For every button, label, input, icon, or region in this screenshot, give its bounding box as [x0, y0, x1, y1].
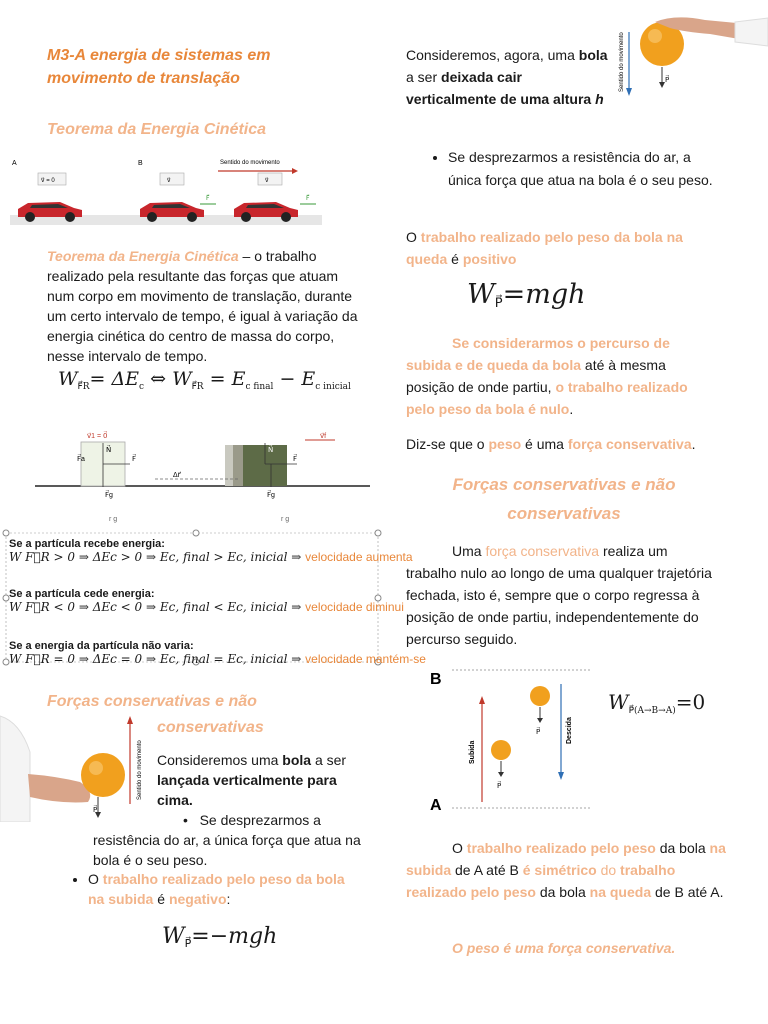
- formula-w1: W: [58, 368, 78, 390]
- formula-w: W: [162, 924, 185, 949]
- drop-h: h: [595, 91, 604, 107]
- page-title-line1: M3-A energia de sistemas em: [47, 47, 271, 64]
- sym-orange3: é simétrico: [522, 862, 597, 878]
- round-trip-paragraph: [406, 332, 716, 420]
- formula-sub2: F⃗R: [191, 382, 204, 392]
- rg-label-2: r g: [281, 516, 290, 523]
- work-orange: trabalho realizado pelo peso da bola na subida: [88, 871, 345, 907]
- n-label-1: N⃗: [106, 447, 112, 454]
- intro-bold-launch: lançada verticalmente para cima.: [157, 772, 337, 808]
- condition-result: velocidade mantém-se: [305, 652, 426, 666]
- kinetic-energy-formula: [58, 368, 351, 392]
- work-text-b: é: [153, 891, 169, 907]
- conservative-title-line2: conservativas: [507, 504, 621, 523]
- round-trip-diagram: [428, 664, 598, 814]
- formula-rhs: =mgh: [502, 279, 586, 310]
- theorem-text: – o trabalho realizado pela resultante das forças que atuam num corpo em movimento de translação, durante um certo intervalo de tempo, é igual à variação da energia cinética do centro de massa do corpo, nesse intervalo de tempo.: [47, 248, 358, 364]
- drop-text-a: Consideremos, agora, uma: [406, 47, 579, 63]
- work-orange: trabalho realizado pelo peso da bola na queda: [406, 229, 683, 267]
- conservative-title-line2: conservativas: [157, 719, 264, 736]
- conservative-title-line1: Forças conservativas e não: [47, 693, 257, 710]
- formula-minus: − E: [273, 368, 316, 390]
- bullet-work-negative: [70, 869, 360, 909]
- condition-formula: [9, 550, 413, 564]
- sym-text-d: da bola: [535, 884, 590, 900]
- p-label-bottom: P⃗: [497, 783, 502, 790]
- formula-negative-work: [162, 924, 277, 950]
- formula-eq2: = E: [203, 368, 246, 390]
- v1-label: v⃗1 = 0⃗: [87, 433, 108, 440]
- displacement-label: Δr⃗: [173, 472, 181, 479]
- theorem-term: Teorema da Energia Cinética: [47, 248, 239, 264]
- condition-formula-text: W F⃗R = 0 ⇒ ΔEc = 0 ⇒ Ec, final = Ec, inicial ⇒: [9, 652, 302, 666]
- said-text-a: Diz-se que o: [406, 436, 489, 452]
- hand-drop-illustration: [615, 12, 768, 97]
- intro-text-b: a ser: [311, 752, 347, 768]
- ball-up-intro: [157, 750, 362, 810]
- condition-formula-text: W F⃗R > 0 ⇒ ΔEc > 0 ⇒ Ec, final > Ec, inicial ⇒: [9, 550, 302, 564]
- path-text-c: .: [569, 401, 574, 417]
- sym-orange2: na subida: [406, 840, 726, 878]
- direction-up-label: Sentido do movimento: [137, 740, 143, 800]
- path-orange2: o trabalho realizado pelo peso da bola é nulo: [406, 379, 688, 417]
- f-label-1: F⃗: [132, 456, 137, 463]
- formula-inicial: c inicial: [315, 382, 351, 392]
- formula-final: c final: [245, 382, 274, 392]
- formula-c: c: [139, 382, 145, 392]
- v-zero-label: v⃗ = 0: [41, 178, 55, 184]
- fg-label-1: F⃗g: [105, 492, 113, 499]
- sym-text-b: da bola: [655, 840, 710, 856]
- bullet-resistance-text: Se desprezarmos a resistência do ar, a única força que atua na bola é o seu peso.: [448, 149, 713, 188]
- fa-label: F⃗a: [77, 456, 85, 463]
- def-orange: força conservativa: [485, 543, 600, 559]
- direction-down-label: Sentido do movimento: [619, 32, 625, 92]
- intro-text-a: Consideremos uma: [157, 752, 283, 768]
- descida-label: Descida: [566, 717, 573, 744]
- work-text-c: :: [226, 891, 231, 907]
- formula-sub: P⃗: [184, 937, 192, 950]
- condition-constant: [9, 640, 426, 666]
- sym-text-a: O: [452, 840, 467, 856]
- formula-sub: P⃗: [494, 296, 503, 311]
- condition-result: velocidade aumenta: [305, 550, 413, 564]
- formula-w: W: [467, 279, 495, 310]
- point-b-label: B: [430, 671, 442, 688]
- page-title-line2: movimento de translação: [47, 70, 240, 87]
- work-positive: [406, 226, 716, 270]
- p-label-right: P⃗: [665, 77, 670, 84]
- work-text-a: O: [406, 229, 421, 245]
- conservative-title-right: [406, 470, 722, 528]
- condition-formula: [9, 652, 426, 666]
- bullet-resistance-left: • Se desprezarmos a resistência do ar, a única força que atua na bola é o seu peso.: [93, 812, 361, 868]
- f-label-c: F⃗: [306, 196, 310, 202]
- said-force: força conservativa: [567, 436, 692, 452]
- f-label-2: F⃗: [293, 456, 298, 463]
- formula-eq1: = ΔE: [89, 368, 140, 390]
- sym-text-c: de A até B: [451, 862, 523, 878]
- condition-decrease: [9, 588, 404, 614]
- condition-title: Se a energia da partícula não varia:: [9, 640, 194, 652]
- formula-w: W: [608, 690, 629, 714]
- condition-increase: [9, 538, 413, 564]
- sym-orange5: na queda: [589, 884, 652, 900]
- said-peso: peso: [488, 436, 522, 452]
- said-text-c: .: [691, 436, 696, 452]
- formula-round-trip: [608, 690, 705, 716]
- formula-sub1: F⃗R: [77, 382, 90, 392]
- sym-orange4: trabalho realizado pelo peso: [406, 862, 676, 900]
- path-text-b: até à mesma posição de onde partiu,: [406, 357, 666, 395]
- path-orange1: Se considerarmos o percurso de subida e de queda da bola: [406, 335, 670, 373]
- bullet-resistance-right: [430, 146, 720, 192]
- p-label-top: P⃗: [536, 729, 541, 736]
- work-text-a: O: [88, 871, 103, 887]
- work-text-b: é: [447, 251, 463, 267]
- sym-light1: do: [596, 862, 621, 878]
- condition-formula: [9, 600, 404, 614]
- condition-result: velocidade diminui: [305, 600, 404, 614]
- section-subtitle: Teorema da Energia Cinética: [47, 121, 267, 138]
- formula-rhs: =−mgh: [191, 924, 278, 949]
- bullet-resistance-text: Se desprezarmos a resistência do ar, a única força que atua na bola é o seu peso.: [93, 812, 361, 868]
- theorem-paragraph: [47, 246, 362, 366]
- intro-bold-ball: bola: [282, 752, 312, 768]
- formula-sub: P⃗(A→B→A): [628, 706, 676, 716]
- formula-positive-work: [467, 279, 586, 311]
- conservative-definition: [406, 540, 716, 650]
- conservative-statement: [406, 434, 726, 454]
- cars-illustration: [10, 155, 322, 227]
- point-a-label: A: [430, 797, 442, 814]
- v-label-c: v⃗: [265, 178, 269, 184]
- rg-label-1: r g: [109, 516, 118, 523]
- formula-rhs: =0: [675, 690, 706, 714]
- condition-formula-text: W F⃗R < 0 ⇒ ΔEc < 0 ⇒ Ec, final < Ec, inicial ⇒: [9, 600, 302, 614]
- symmetry-paragraph: [406, 837, 726, 903]
- sym-text-e: de B até A.: [651, 884, 724, 900]
- v-label-b: v⃗: [167, 178, 171, 184]
- formula-iff: ⇔ W: [144, 368, 192, 390]
- direction-label: Sentido do movimento: [220, 160, 280, 166]
- said-text-b: é uma: [521, 436, 568, 452]
- fg-label-2: F⃗g: [267, 492, 275, 499]
- n-label-2: N⃗: [268, 447, 274, 454]
- def-text-b: realiza um trabalho nulo ao longo de uma qualquer trajetória fechada, isto é, sempre que o corpo regressa à posição de onde partiu, independentemente do percurso seguido.: [406, 543, 712, 647]
- blocks-diagram: [35, 425, 370, 530]
- drop-bold-ball: bola: [578, 47, 608, 63]
- work-positive-word: positivo: [462, 251, 517, 267]
- vf-label: v⃗f: [320, 433, 327, 440]
- hand-throw-illustration: [0, 712, 150, 822]
- sym-orange1: trabalho realizado pelo peso: [466, 840, 656, 856]
- drop-text-b: a ser: [406, 69, 442, 85]
- subida-label: Subida: [469, 740, 476, 764]
- car-label-b: B: [138, 160, 143, 167]
- condition-title: Se a partícula recebe energia:: [9, 538, 165, 550]
- drop-intro: [406, 44, 611, 110]
- def-text-a: Uma: [452, 543, 486, 559]
- work-negative: negativo: [168, 891, 227, 907]
- drop-bold-vertical: deixada cair verticalmente de uma altura: [406, 69, 596, 107]
- p-label-left: P⃗: [93, 807, 98, 814]
- condition-title: Se a partícula cede energia:: [9, 588, 155, 600]
- conservative-title-line1: Forças conservativas e não: [452, 475, 676, 494]
- conclusion: O peso é uma força conservativa.: [452, 940, 676, 956]
- f-label-b: F⃗: [206, 196, 210, 202]
- page-title: [47, 44, 367, 90]
- car-label-a: A: [12, 160, 17, 167]
